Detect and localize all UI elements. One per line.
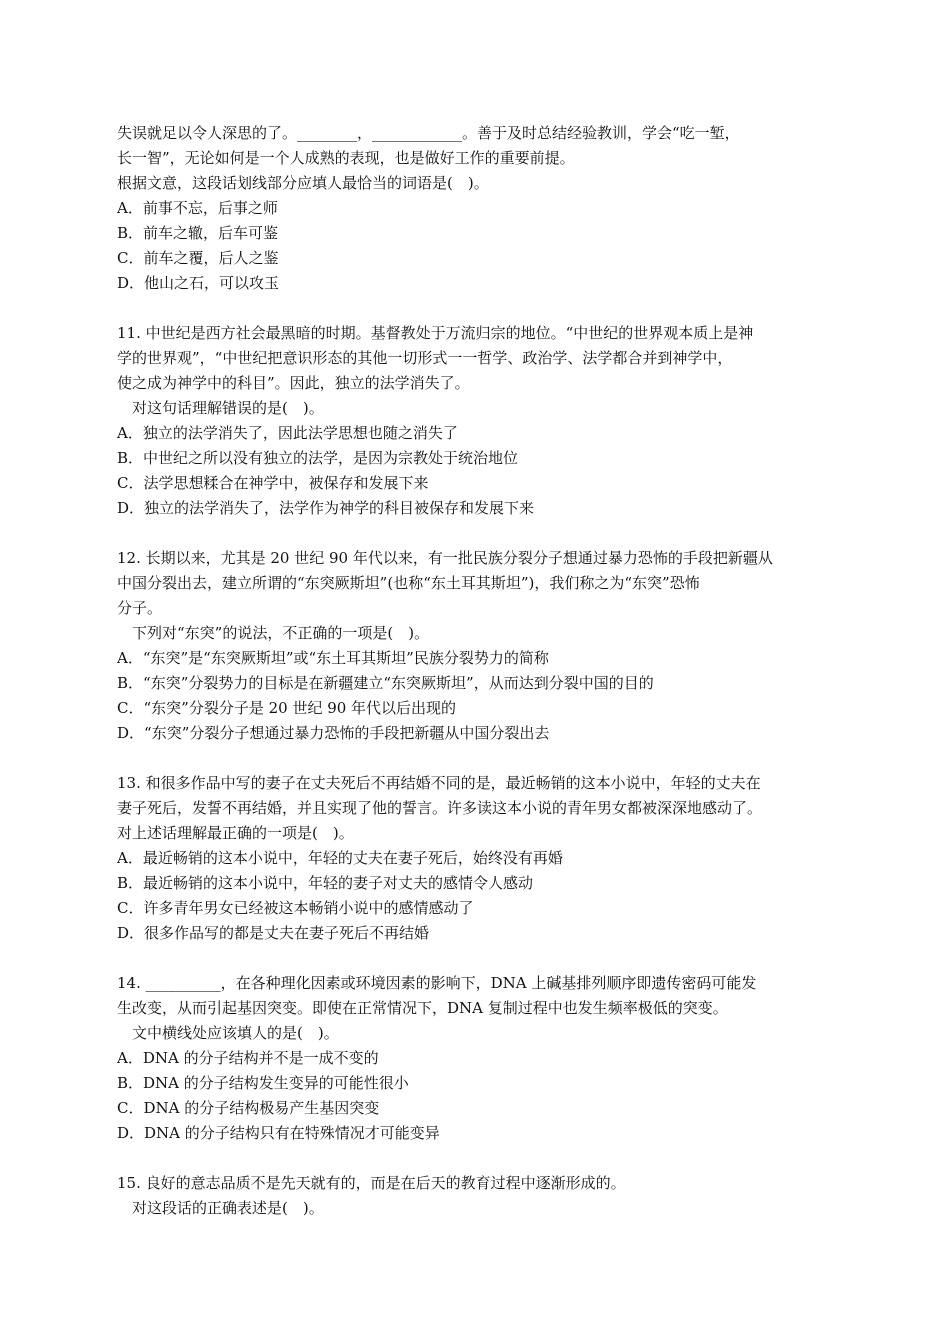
question-prompt: 下列对“东突”的说法，不正确的一项是( )。 (132, 624, 430, 642)
question-15 (117, 1171, 833, 1221)
question-text-line: 13. 和很多作品中写的妻子在丈夫死后不再结婚不同的是，最近畅销的这本小说中，年轻的丈夫在 (117, 774, 761, 792)
question-text-line: 中国分裂出去，建立所谓的“东突厥斯坦”(也称“东土耳其斯坦”)，我们称之为“东突”恐怖 (117, 574, 700, 592)
question-prompt: 对上述话理解最正确的一项是( )。 (117, 824, 354, 842)
option-b: B．前车之辙，后车可鉴 (117, 224, 279, 242)
option-d: D．独立的法学消失了，法学作为神学的科目被保存和发展下来 (117, 499, 535, 517)
question-13 (117, 771, 833, 946)
question-prompt: 文中横线处应该填人的是( )。 (132, 1024, 339, 1042)
option-b: B．中世纪之所以没有独立的法学，是因为宗教处于统治地位 (117, 449, 519, 467)
option-d: D．DNA 的分子结构只有在特殊情况才可能变异 (117, 1124, 440, 1142)
question-text-line: 失误就足以令人深思的了。________，____________。善于及时总结经验教训，学会“吃一堑， (117, 124, 740, 142)
question-text-line: 妻子死后，发誓不再结婚，并且实现了他的誓言。许多读这本小说的青年男女都被深深地感动了。 (117, 799, 763, 817)
question-prompt: 对这段话的正确表述是( )。 (132, 1199, 324, 1217)
question-10 (117, 121, 833, 296)
option-a: A．前事不忘，后事之师 (117, 199, 278, 217)
question-text-line: 15. 良好的意志品质不是先天就有的，而是在后天的教育过程中逐渐形成的。 (117, 1174, 626, 1192)
option-c: C．前车之覆，后人之鉴 (117, 249, 279, 267)
option-a: A．“东突”是“东突厥斯坦”或“东土耳其斯坦”民族分裂势力的简称 (117, 649, 549, 667)
question-11 (117, 321, 833, 521)
option-b: B．最近畅销的这本小说中，年轻的妻子对丈夫的感情令人感动 (117, 874, 534, 892)
question-text-line: 使之成为神学中的科目”。因此，独立的法学消失了。 (117, 374, 470, 392)
question-prompt: 对这句话理解错误的是( )。 (132, 399, 324, 417)
question-text-line: 分子。 (117, 599, 163, 617)
question-text-line: 12. 长期以来，尤其是 20 世纪 90 年代以来，有一批民族分裂分子想通过暴力恐怖的手段把新疆从 (117, 549, 773, 567)
option-d: D．“东突”分裂分子想通过暴力恐怖的手段把新疆从中国分裂出去 (117, 724, 550, 742)
question-text-line: 11. 中世纪是西方社会最黑暗的时期。基督教处于万流归宗的地位。“中世纪的世界观本质上是神 (117, 324, 754, 342)
option-c: C．DNA 的分子结构极易产生基因突变 (117, 1099, 380, 1117)
option-d: D．很多作品写的都是丈夫在妻子死后不再结婚 (117, 924, 430, 942)
option-a: A．独立的法学消失了，因此法学思想也随之消失了 (117, 424, 458, 442)
option-c: C．法学思想糅合在神学中，被保存和发展下来 (117, 474, 429, 492)
document-page (117, 121, 833, 1221)
question-12 (117, 546, 833, 746)
option-d: D．他山之石，可以攻玉 (117, 274, 280, 292)
option-b: B．“东突”分裂势力的目标是在新疆建立“东突厥斯坦”，从而达到分裂中国的目的 (117, 674, 654, 692)
option-c: C．许多青年男女已经被这本畅销小说中的感情感动了 (117, 899, 474, 917)
option-a: A．DNA 的分子结构并不是一成不变的 (117, 1049, 379, 1067)
option-a: A．最近畅销的这本小说中，年轻的丈夫在妻子死后，始终没有再婚 (117, 849, 563, 867)
question-text-line: 学的世界观”，“中世纪把意识形态的其他一切形式一一哲学、政治学、法学都合并到神学中， (117, 349, 733, 367)
question-14 (117, 971, 833, 1146)
question-text-line: 生改变，从而引起基因突变。即使在正常情况下，DNA 复制过程中也发生频率极低的突变。 (117, 999, 728, 1017)
option-c: C．“东突”分裂分子是 20 世纪 90 年代以后出现的 (117, 699, 457, 717)
option-b: B．DNA 的分子结构发生变异的可能性很小 (117, 1074, 409, 1092)
question-text-line: 14. __________，在各种理化因素或环境因素的影响下，DNA 上碱基排列顺序即遗传密码可能发 (117, 974, 757, 992)
question-text-line: 长一智”，无论如何是一个人成熟的表现，也是做好工作的重要前提。 (117, 149, 575, 167)
question-prompt: 根据文意，这段话划线部分应填人最恰当的词语是( )。 (117, 174, 489, 192)
